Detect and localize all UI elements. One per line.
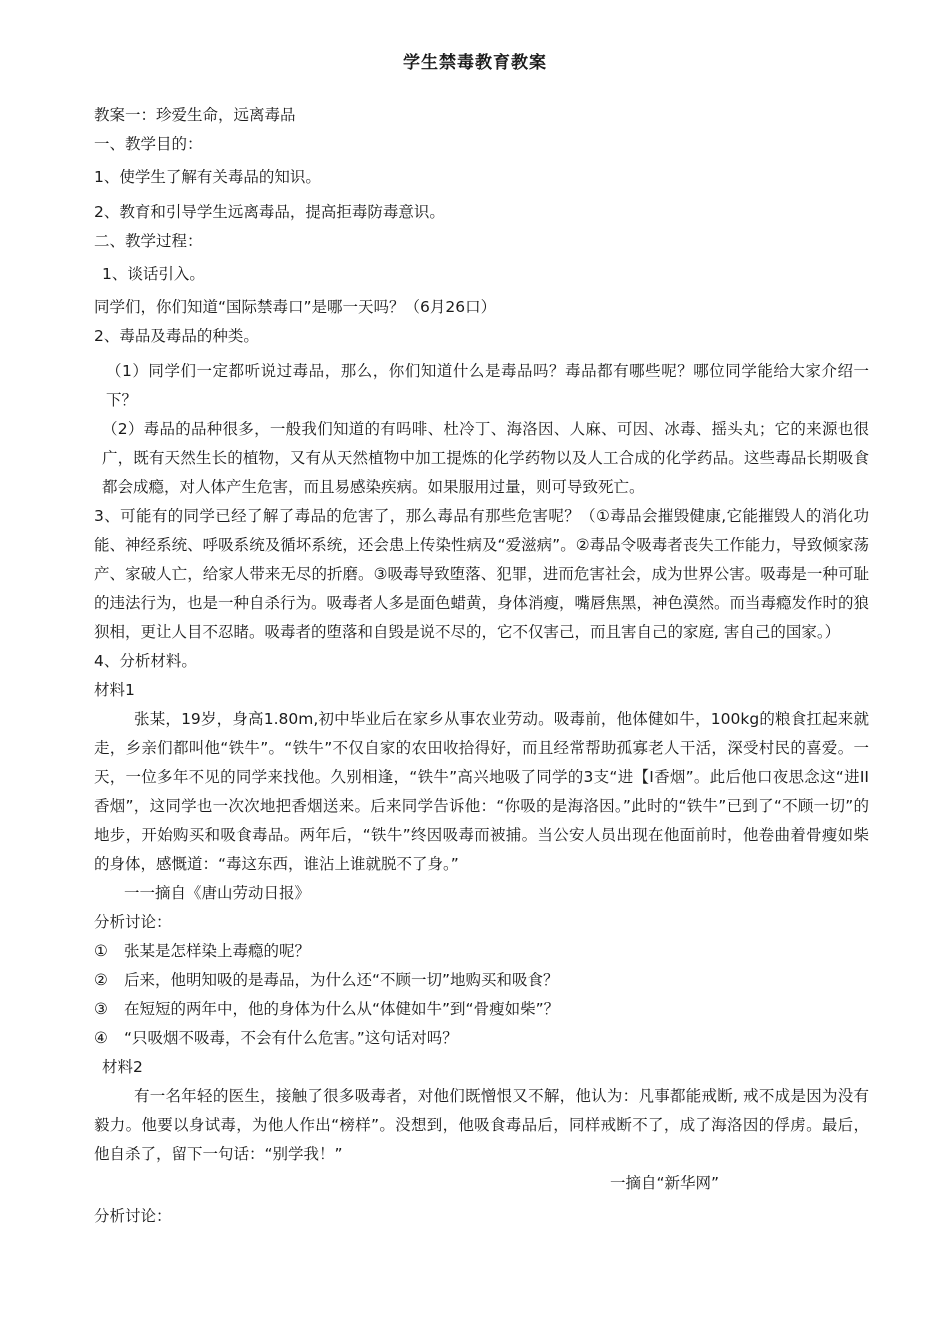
step-heading: 4、分析材料。 (94, 652, 197, 670)
intro-question: 同学们，你们知道“国际禁毒口”是哪一天吗？（6月26口） (94, 298, 497, 316)
material-label: 材料1 (94, 681, 135, 699)
question-item (94, 966, 869, 995)
question-number: ② (94, 971, 108, 989)
question-text: 张某是怎样染上毒瘾的呢？ (124, 942, 311, 960)
document-title: 学生禁毒教育教案 (403, 53, 547, 73)
discussion-heading: 分析讨论： (94, 1207, 172, 1225)
question-text: “只吸烟不吸毒，不会有什么危害。”这句话对吗？ (124, 1029, 458, 1047)
material-source: 一一摘自《唐山劳动日报》 (124, 884, 311, 902)
discussion-heading: 分析讨论： (94, 913, 172, 931)
question-item (94, 995, 869, 1024)
step-heading: 1、谈话引入。 (102, 265, 205, 283)
process-heading: 二、教学过程： (94, 232, 203, 250)
answer-paragraph: （2）毒品的品种很多，一般我们知道的有吗啡、杜冷丁、海洛因、人麻、可因、冰毒、摇头丸；它的来源也很广，既有天然生长的植物，又有从天然植物中加工提炼的化学药物以及人工合成的化学药品。这些毒品长期吸食都会成瘾，对人体产生危害，而且易感染疾病。如果服用过量，则可导致死亡。 (102, 420, 869, 496)
goal-heading: 一、教学目的： (94, 135, 203, 153)
material-text: 张某，19岁，身高1.80m,初中毕业后在家乡从事农业劳动。吸毒前，他体健如牛，100kg的粮食扛起来就走，乡亲们都叫他“铁牛”。“铁牛”不仅自家的农田收拾得好，而且经常帮助孤寡老人干活，深受村民的喜爱。一天，一位多年不见的同学来找他。久别相逢，“铁牛”高兴地吸了同学的3支“进【I香烟”。此后他口夜思念这“进II香烟”，这同学也一次次地把香烟送来。后来同学告诉他：“你吸的是海洛因。”此时的“铁牛”已到了“不顾一切”的地步，开始购买和吸食毒品。两年后，“铁牛”终因吸毒而被捕。当公安人员出现在他面前时，他卷曲着骨瘦如柴的身体，感慨道：“毒这东西，谁沾上谁就脱不了身。” (94, 710, 869, 873)
discussion-questions (94, 937, 869, 1053)
question-paragraph: （1）同学们一定都听说过毒品，那么，你们知道什么是毒品吗？毒品都有哪些呢？哪位同学能给大家介绍一下？ (106, 362, 869, 409)
step-heading: 2、毒品及毒品的种类。 (94, 327, 259, 345)
goal-item: 1、使学生了解有关毒品的知识。 (94, 168, 321, 186)
question-item (94, 1024, 869, 1053)
question-number: ① (94, 942, 108, 960)
question-number: ④ (94, 1029, 108, 1047)
material-source: 一摘自“新华网” (609, 1174, 719, 1192)
goal-item: 2、教育和引导学生远离毒品，提高拒毒防毒意识。 (94, 203, 445, 221)
question-item (94, 937, 869, 966)
material-label: 材料2 (102, 1058, 143, 1076)
question-text: 后来，他明知吸的是毒品，为什么还“不顾一切”地购买和吸食？ (124, 971, 559, 989)
harm-paragraph: 3、可能有的同学已经了解了毒品的危害了，那么毒品有那些危害呢？（①毒品会摧毁健康,它能摧毁人的消化功能、神经系统、呼吸系统及循坏系统，还会患上传染性病及“爱滋病”。②毒品令吸毒者丧失工作能力，导致倾家荡产、家破人亡，给家人带来无尽的折磨。③吸毒导致堕落、犯罪，进而危害社会，成为世界公害。吸毒是一种可耻的违法行为，也是一种自杀行为。吸毒者人多是面色蜡黄，身体消瘦，嘴唇焦黑，神色漠然。而当毒瘾发作时的狼狈相，更让人目不忍睹。吸毒者的堕落和自毁是说不尽的，它不仅害己，而且害自己的家庭, 害自己的国家。） (94, 507, 870, 641)
question-number: ③ (94, 1000, 108, 1018)
question-text: 在短短的两年中，他的身体为什么从“体健如牛”到“骨瘦如柴”？ (124, 1000, 560, 1018)
lesson-heading: 教案一：珍爱生命，远离毒品 (94, 106, 296, 124)
document-body (94, 101, 869, 1231)
material-text: 有一名年轻的医生，接触了很多吸毒者，对他们既憎恨又不解，他认为：凡事都能戒断, 戒不成是因为没有毅力。他要以身试毒，为他人作出“榜样”。没想到，他吸食毒品后，同样戒断不了，成了海洛因的俘虏。最后，他自杀了，留下一句话：“别学我！” (94, 1087, 869, 1163)
